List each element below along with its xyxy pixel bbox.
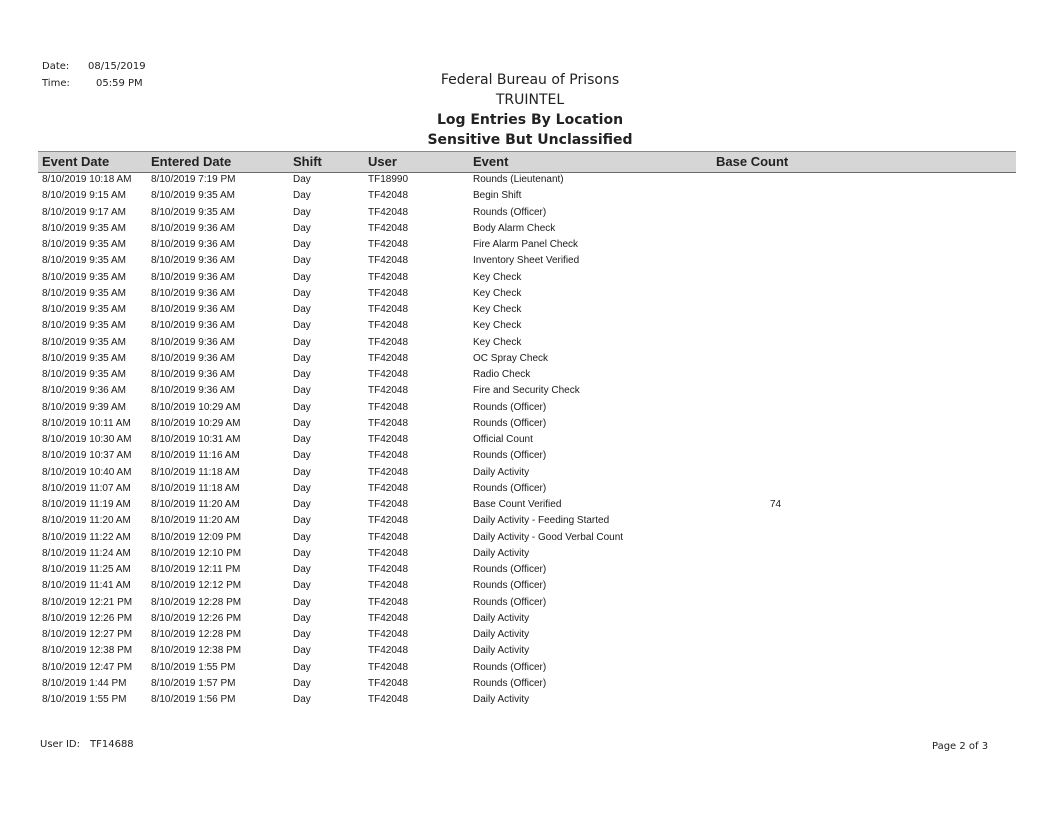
cell-event-date: 8/10/2019 12:27 PM bbox=[42, 629, 133, 640]
cell-entered-date: 8/10/2019 11:16 AM bbox=[151, 450, 240, 462]
cell-event-date: 8/10/2019 9:15 AM bbox=[42, 190, 126, 202]
user-id-value: TF14688 bbox=[90, 739, 134, 750]
footer-user-id bbox=[40, 739, 134, 750]
cell-user: TF42048 bbox=[368, 239, 409, 250]
cell-user: TF42048 bbox=[368, 694, 409, 705]
cell-event-date: 8/10/2019 12:26 PM bbox=[42, 612, 133, 624]
cell-user: TF42048 bbox=[368, 206, 409, 218]
cell-event-date: 8/10/2019 9:35 AM bbox=[42, 336, 126, 348]
cell-event: Key Check bbox=[473, 287, 522, 299]
table-row bbox=[38, 579, 1016, 595]
cell-event: Rounds (Officer) bbox=[473, 482, 547, 494]
cell-shift: Day bbox=[293, 531, 311, 543]
cell-shift: Day bbox=[293, 304, 311, 315]
organization-name: Federal Bureau of Prisons bbox=[440, 72, 620, 88]
cell-user: TF42048 bbox=[368, 434, 409, 445]
cell-entered-date: 8/10/2019 11:20 AM bbox=[151, 499, 240, 510]
cell-event: Key Check bbox=[473, 271, 522, 283]
cell-shift: Day bbox=[293, 174, 311, 185]
table-row bbox=[38, 466, 1016, 482]
column-header-shift: Shift bbox=[293, 154, 322, 169]
cell-user: TF42048 bbox=[368, 531, 409, 543]
cell-entered-date: 8/10/2019 12:38 PM bbox=[151, 645, 242, 657]
cell-event: Rounds (Officer) bbox=[473, 564, 547, 575]
cell-event-date: 8/10/2019 9:17 AM bbox=[42, 206, 126, 218]
cell-shift: Day bbox=[293, 645, 311, 657]
cell-user: TF42048 bbox=[368, 369, 409, 380]
cell-entered-date: 8/10/2019 9:36 AM bbox=[151, 385, 235, 397]
report-title-block bbox=[380, 70, 680, 150]
cell-entered-date: 8/10/2019 12:28 PM bbox=[151, 629, 242, 640]
cell-event-date: 8/10/2019 1:44 PM bbox=[42, 677, 127, 689]
cell-event-date: 8/10/2019 9:35 AM bbox=[42, 320, 126, 332]
cell-event: Base Count Verified bbox=[473, 499, 562, 510]
cell-entered-date: 8/10/2019 12:28 PM bbox=[151, 596, 242, 608]
cell-event-date: 8/10/2019 10:11 AM bbox=[42, 417, 131, 429]
cell-shift: Day bbox=[293, 564, 311, 575]
cell-shift: Day bbox=[293, 677, 311, 689]
table-row bbox=[38, 596, 1016, 612]
cell-event: Body Alarm Check bbox=[473, 222, 556, 234]
cell-shift: Day bbox=[293, 287, 311, 299]
time-label: Time: bbox=[42, 78, 70, 89]
cell-shift: Day bbox=[293, 385, 311, 397]
cell-shift: Day bbox=[293, 255, 311, 267]
cell-shift: Day bbox=[293, 336, 311, 348]
cell-event: Rounds (Officer) bbox=[473, 661, 547, 673]
cell-entered-date: 8/10/2019 1:55 PM bbox=[151, 661, 236, 673]
cell-entered-date: 8/10/2019 1:57 PM bbox=[151, 677, 236, 689]
cell-user: TF42048 bbox=[368, 385, 409, 397]
cell-event: Fire Alarm Panel Check bbox=[473, 239, 579, 250]
report-date bbox=[42, 61, 146, 72]
cell-user: TF42048 bbox=[368, 190, 409, 202]
cell-event-date: 8/10/2019 11:20 AM bbox=[42, 515, 131, 527]
cell-event-date: 8/10/2019 9:35 AM bbox=[42, 222, 126, 234]
cell-entered-date: 8/10/2019 9:36 AM bbox=[151, 287, 235, 299]
table-row bbox=[38, 206, 1016, 222]
cell-event-date: 8/10/2019 11:25 AM bbox=[42, 564, 131, 575]
table-row bbox=[38, 254, 1016, 270]
cell-event-date: 8/10/2019 9:35 AM bbox=[42, 369, 126, 380]
table-row bbox=[38, 547, 1016, 563]
cell-event: Official Count bbox=[473, 434, 533, 445]
cell-event-date: 8/10/2019 9:35 AM bbox=[42, 255, 126, 267]
table-row bbox=[38, 498, 1016, 514]
cell-event: Rounds (Officer) bbox=[473, 677, 547, 689]
cell-shift: Day bbox=[293, 629, 311, 640]
cell-event-date: 8/10/2019 9:39 AM bbox=[42, 401, 126, 413]
cell-entered-date: 8/10/2019 9:36 AM bbox=[151, 222, 235, 234]
cell-event: Rounds (Officer) bbox=[473, 450, 547, 462]
cell-entered-date: 8/10/2019 7:19 PM bbox=[151, 174, 236, 185]
cell-event-date: 8/10/2019 10:30 AM bbox=[42, 434, 132, 445]
cell-user: TF18990 bbox=[368, 174, 409, 185]
cell-user: TF42048 bbox=[368, 645, 409, 657]
table-row bbox=[38, 336, 1016, 352]
cell-event-date: 8/10/2019 11:41 AM bbox=[42, 580, 131, 592]
cell-event-date: 8/10/2019 10:37 AM bbox=[42, 450, 132, 462]
cell-shift: Day bbox=[293, 612, 311, 624]
system-name: TRUINTEL bbox=[495, 92, 565, 108]
cell-event: Daily Activity - Good Verbal Count bbox=[473, 531, 624, 543]
cell-shift: Day bbox=[293, 320, 311, 332]
cell-shift: Day bbox=[293, 190, 311, 202]
cell-entered-date: 8/10/2019 11:18 AM bbox=[151, 466, 240, 478]
cell-entered-date: 8/10/2019 12:26 PM bbox=[151, 612, 242, 624]
cell-event-date: 8/10/2019 9:35 AM bbox=[42, 271, 126, 283]
table-row bbox=[38, 222, 1016, 238]
table-row bbox=[38, 238, 1016, 254]
cell-shift: Day bbox=[293, 596, 311, 608]
cell-event: Fire and Security Check bbox=[473, 385, 580, 397]
column-header-event: Event bbox=[473, 154, 509, 169]
table-row bbox=[38, 661, 1016, 677]
cell-user: TF42048 bbox=[368, 352, 409, 364]
cell-entered-date: 8/10/2019 11:18 AM bbox=[151, 482, 240, 494]
cell-event-date: 8/10/2019 11:22 AM bbox=[42, 531, 131, 543]
cell-user: TF42048 bbox=[368, 466, 409, 478]
table-row bbox=[38, 693, 1016, 709]
classification-label: Sensitive But Unclassified bbox=[427, 132, 633, 148]
cell-event-date: 8/10/2019 9:36 AM bbox=[42, 385, 126, 397]
cell-user: TF42048 bbox=[368, 612, 409, 624]
cell-event: Daily Activity bbox=[473, 612, 530, 624]
cell-user: TF42048 bbox=[368, 515, 409, 527]
cell-shift: Day bbox=[293, 547, 311, 559]
cell-user: TF42048 bbox=[368, 287, 409, 299]
cell-user: TF42048 bbox=[368, 222, 409, 234]
cell-user: TF42048 bbox=[368, 547, 409, 559]
cell-entered-date: 8/10/2019 9:36 AM bbox=[151, 271, 235, 283]
cell-event-date: 8/10/2019 12:38 PM bbox=[42, 645, 133, 657]
cell-shift: Day bbox=[293, 417, 311, 429]
cell-shift: Day bbox=[293, 352, 311, 364]
cell-event: Key Check bbox=[473, 336, 522, 348]
cell-event: Radio Check bbox=[473, 369, 531, 380]
cell-event: Rounds (Officer) bbox=[473, 401, 547, 413]
cell-user: TF42048 bbox=[368, 564, 409, 575]
cell-event: Rounds (Lieutenant) bbox=[473, 174, 564, 185]
cell-event-date: 8/10/2019 12:47 PM bbox=[42, 661, 133, 673]
cell-user: TF42048 bbox=[368, 336, 409, 348]
table-row bbox=[38, 173, 1016, 189]
cell-event-date: 8/10/2019 1:55 PM bbox=[42, 694, 127, 705]
cell-entered-date: 8/10/2019 10:31 AM bbox=[151, 434, 241, 445]
cell-event-date: 8/10/2019 10:40 AM bbox=[42, 466, 132, 478]
cell-event: Rounds (Officer) bbox=[473, 417, 547, 429]
table-row bbox=[38, 563, 1016, 579]
cell-entered-date: 8/10/2019 12:10 PM bbox=[151, 547, 242, 559]
cell-event: Daily Activity bbox=[473, 466, 530, 478]
table-row bbox=[38, 401, 1016, 417]
log-table-body bbox=[38, 173, 1016, 709]
cell-entered-date: 8/10/2019 9:36 AM bbox=[151, 239, 235, 250]
column-header-entered-date: Entered Date bbox=[151, 154, 232, 169]
table-row bbox=[38, 449, 1016, 465]
table-row bbox=[38, 303, 1016, 319]
cell-user: TF42048 bbox=[368, 629, 409, 640]
cell-event: Rounds (Officer) bbox=[473, 580, 547, 592]
cell-shift: Day bbox=[293, 694, 311, 705]
cell-event-date: 8/10/2019 9:35 AM bbox=[42, 239, 126, 250]
cell-user: TF42048 bbox=[368, 401, 409, 413]
table-row bbox=[38, 482, 1016, 498]
column-header-event-date: Event Date bbox=[42, 154, 110, 169]
cell-event: Rounds (Officer) bbox=[473, 596, 547, 608]
table-row bbox=[38, 628, 1016, 644]
cell-user: TF42048 bbox=[368, 596, 409, 608]
cell-shift: Day bbox=[293, 482, 311, 494]
cell-event: Begin Shift bbox=[473, 190, 522, 202]
cell-user: TF42048 bbox=[368, 661, 409, 673]
cell-event: Daily Activity bbox=[473, 547, 530, 559]
cell-user: TF42048 bbox=[368, 320, 409, 332]
cell-base-count: 74 bbox=[770, 499, 782, 510]
cell-shift: Day bbox=[293, 661, 311, 673]
cell-user: TF42048 bbox=[368, 304, 409, 315]
cell-shift: Day bbox=[293, 499, 311, 510]
table-row bbox=[38, 384, 1016, 400]
cell-user: TF42048 bbox=[368, 450, 409, 462]
cell-shift: Day bbox=[293, 239, 311, 250]
cell-user: TF42048 bbox=[368, 580, 409, 592]
cell-event-date: 8/10/2019 9:35 AM bbox=[42, 304, 126, 315]
table-row bbox=[38, 352, 1016, 368]
table-row bbox=[38, 677, 1016, 693]
table-row bbox=[38, 319, 1016, 335]
cell-event-date: 8/10/2019 9:35 AM bbox=[42, 287, 126, 299]
cell-event: Key Check bbox=[473, 304, 522, 315]
report-title: Log Entries By Location bbox=[436, 112, 624, 128]
cell-event: Daily Activity bbox=[473, 629, 530, 640]
cell-event-date: 8/10/2019 9:35 AM bbox=[42, 352, 126, 364]
cell-event: Daily Activity bbox=[473, 645, 530, 657]
cell-user: TF42048 bbox=[368, 255, 409, 267]
cell-event: Daily Activity - Feeding Started bbox=[473, 515, 610, 527]
report-time bbox=[42, 78, 143, 89]
date-value: 08/15/2019 bbox=[88, 61, 146, 72]
cell-shift: Day bbox=[293, 434, 311, 445]
cell-event-date: 8/10/2019 11:07 AM bbox=[42, 482, 131, 494]
table-row bbox=[38, 287, 1016, 303]
cell-entered-date: 8/10/2019 9:36 AM bbox=[151, 320, 235, 332]
cell-event: Daily Activity bbox=[473, 694, 530, 705]
cell-entered-date: 8/10/2019 9:36 AM bbox=[151, 336, 235, 348]
table-row bbox=[38, 189, 1016, 205]
cell-user: TF42048 bbox=[368, 417, 409, 429]
cell-user: TF42048 bbox=[368, 499, 409, 510]
cell-shift: Day bbox=[293, 206, 311, 218]
cell-user: TF42048 bbox=[368, 677, 409, 689]
cell-user: TF42048 bbox=[368, 482, 409, 494]
date-label: Date: bbox=[42, 61, 70, 72]
column-header-base-count: Base Count bbox=[716, 154, 789, 169]
cell-shift: Day bbox=[293, 222, 311, 234]
cell-shift: Day bbox=[293, 580, 311, 592]
cell-event-date: 8/10/2019 11:24 AM bbox=[42, 547, 131, 559]
cell-entered-date: 8/10/2019 10:29 AM bbox=[151, 417, 241, 429]
table-row bbox=[38, 531, 1016, 547]
cell-shift: Day bbox=[293, 271, 311, 283]
cell-shift: Day bbox=[293, 515, 311, 527]
table-row bbox=[38, 417, 1016, 433]
cell-user: TF42048 bbox=[368, 271, 409, 283]
page-number: Page 2 of 3 bbox=[932, 741, 989, 752]
cell-entered-date: 8/10/2019 12:11 PM bbox=[151, 564, 241, 575]
cell-shift: Day bbox=[293, 466, 311, 478]
cell-entered-date: 8/10/2019 12:09 PM bbox=[151, 531, 242, 543]
cell-entered-date: 8/10/2019 9:36 AM bbox=[151, 255, 235, 267]
table-row bbox=[38, 368, 1016, 384]
cell-entered-date: 8/10/2019 9:36 AM bbox=[151, 369, 235, 380]
cell-entered-date: 8/10/2019 12:12 PM bbox=[151, 580, 242, 592]
cell-entered-date: 8/10/2019 9:36 AM bbox=[151, 304, 235, 315]
cell-event-date: 8/10/2019 11:19 AM bbox=[42, 499, 131, 510]
column-header-user: User bbox=[368, 154, 397, 169]
cell-shift: Day bbox=[293, 369, 311, 380]
table-row bbox=[38, 644, 1016, 660]
cell-entered-date: 8/10/2019 9:35 AM bbox=[151, 190, 235, 202]
cell-entered-date: 8/10/2019 9:35 AM bbox=[151, 206, 235, 218]
table-row bbox=[38, 271, 1016, 287]
table-row bbox=[38, 612, 1016, 628]
time-value: 05:59 PM bbox=[96, 78, 143, 89]
table-header bbox=[38, 151, 1016, 173]
cell-shift: Day bbox=[293, 450, 311, 462]
cell-entered-date: 8/10/2019 9:36 AM bbox=[151, 352, 235, 364]
table-row bbox=[38, 433, 1016, 449]
cell-event-date: 8/10/2019 12:21 PM bbox=[42, 596, 133, 608]
cell-entered-date: 8/10/2019 11:20 AM bbox=[151, 515, 240, 527]
cell-shift: Day bbox=[293, 401, 311, 413]
cell-event-date: 8/10/2019 10:18 AM bbox=[42, 174, 132, 185]
cell-event: Rounds (Officer) bbox=[473, 206, 547, 218]
cell-event: Key Check bbox=[473, 320, 522, 332]
user-id-label: User ID: bbox=[40, 739, 80, 750]
cell-entered-date: 8/10/2019 10:29 AM bbox=[151, 401, 241, 413]
cell-event: Inventory Sheet Verified bbox=[473, 255, 580, 267]
table-row bbox=[38, 514, 1016, 530]
cell-entered-date: 8/10/2019 1:56 PM bbox=[151, 694, 236, 705]
cell-event: OC Spray Check bbox=[473, 352, 549, 364]
